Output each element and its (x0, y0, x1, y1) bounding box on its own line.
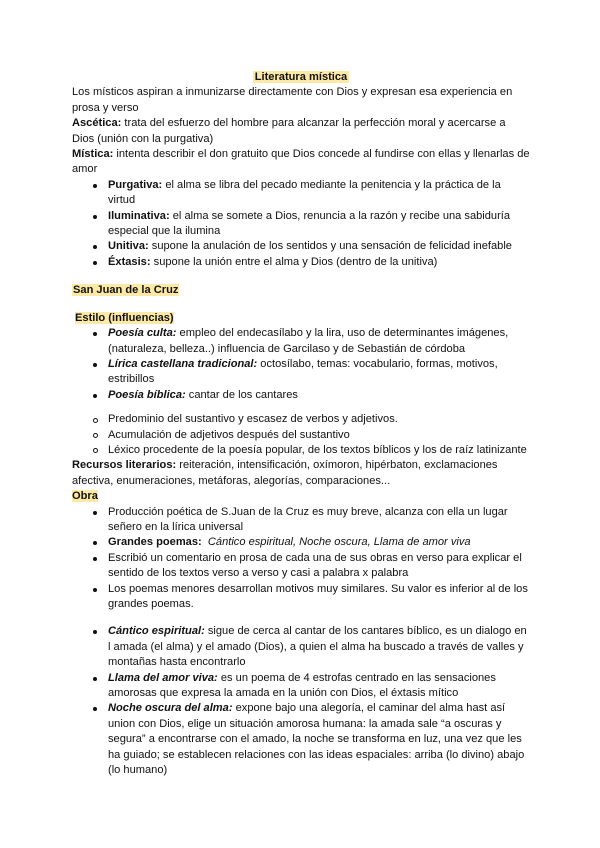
estilo-heading (72, 311, 530, 326)
list-item-term: Grandes poemas: (108, 536, 202, 549)
list-item-term: Purgativa: (108, 178, 163, 191)
list-item-term: Cántico espiritual: (108, 625, 205, 638)
ascetica-term: Ascética: (72, 117, 122, 130)
list-item (108, 535, 530, 550)
list-item-text: octosílabo, temas: vocabulario, formas, motivos, estribillos (108, 357, 498, 386)
list-item-term: Éxtasis: (108, 255, 151, 268)
san-juan-heading-text: San Juan de la Cruz (73, 284, 179, 297)
list-item-term: Unitiva: (108, 240, 149, 253)
list-item-text: supone la unión entre el alma y Dios (dentro de la unitiva) (150, 255, 438, 268)
spacer (72, 403, 530, 412)
list-item (108, 178, 530, 209)
title-highlight: Literatura mística (254, 71, 348, 83)
recursos-text: reiteración, intensificación, oxímoron, hipérbaton, exclamaciones afectiva, enumeraciones, metáforas, alegorías, comparaciones... (72, 459, 498, 487)
vias-list (72, 178, 530, 270)
list-item-text: Producción poética de S.Juan de la Cruz es muy breve, alcanza con ella un lugar señero en la lírica universal (108, 505, 508, 533)
list-item (108, 701, 530, 778)
mistica-term: Mística: (72, 148, 114, 161)
list-item-term: Iluminativa: (108, 209, 170, 222)
list-item-text: Escribió un comentario en prosa de cada una de sus obras en verso para explicar el sentido de los textos verso a verso y casi a palabra x palabra (108, 551, 522, 580)
list-item (108, 209, 530, 240)
list-item-text: empleo del endecasílabo y la lira, uso de determinantes imágenes, (naturaleza, belleza..) influencia de Garcilaso y de Sebastián de córdoba (108, 327, 509, 355)
ascetica-text: trata del esfuerzo del hombre para alcanzar la perfección moral y acercarse a Dios (unión con la purgativa) (72, 117, 506, 145)
document-title (72, 70, 530, 85)
list-item-term: Llama del amor viva: (108, 671, 218, 684)
spacer (72, 612, 530, 624)
rasgos-list (72, 412, 530, 458)
estilo-heading-text: Estilo (influencias) (75, 311, 174, 324)
recursos-paragraph (72, 458, 530, 489)
list-item-text: cantar de los cantares (185, 388, 298, 401)
list-item-text: el alma se libra del pecado mediante la penitencia y la práctica de la virtud (108, 178, 501, 207)
list-item (108, 388, 530, 403)
list-item (108, 671, 530, 702)
mistica-definition (72, 147, 530, 178)
list-item-text: expone bajo una alegoría, el caminar del alma hast así union con Dios, elige un situación amorosa humana: la amada sale “a oscuras y segura” a encontrarse con el amado, la noche se transforma en luz, una vez que les ha guiado; se establecen relaciones con las ideas espaciales: arriba (lo divino) abajo (lo humano) (108, 702, 525, 777)
list-item (108, 582, 530, 613)
list-item-text: Los poemas menores desarrollan motivos muy similares. Su valor es inferior al de los grandes poemas. (108, 582, 528, 610)
list-item (108, 239, 530, 254)
list-item-text: el alma se somete a Dios, renuncia a la razón y recibe una sabiduría especial que la ilumina (108, 209, 511, 238)
intro-paragraph: Los místicos aspiran a inmunizarse directamente con Dios y expresan esa experiencia en prosa y verso (72, 86, 513, 114)
list-item-text: Cántico espiritual, Noche oscura, Llama de amor viva (207, 536, 471, 549)
list-item: Acumulación de adjetivos después del sustantivo (108, 428, 530, 443)
list-item-text: supone la anulación de los sentidos y una sensación de felicidad inefable (148, 240, 512, 253)
influencias-list (72, 326, 530, 403)
obra-heading-text: Obra (72, 490, 98, 503)
list-item-term: Noche oscura del alma: (108, 702, 233, 715)
list-item (108, 326, 530, 357)
list-item (108, 255, 530, 270)
list-item (108, 357, 530, 388)
list-item (108, 505, 530, 536)
list-item-term: Poesía culta: (108, 327, 177, 340)
list-item-text: es un poema de 4 estrofas centrado en las sensaciones amorosas que expresa la amada en la unión con Dios, el éxtasis mítico (108, 671, 496, 700)
list-item (108, 624, 530, 670)
obra-list (72, 505, 530, 613)
ascetica-definition (72, 116, 530, 147)
list-item-term: Poesía bíblica: (108, 388, 186, 401)
list-item: Predominio del sustantivo y escasez de verbos y adjetivos. (108, 412, 530, 427)
san-juan-heading (72, 283, 530, 298)
poemas-list (72, 624, 530, 778)
mistica-text: intenta describir el don gratuito que Dios concede al fundirse con ellas y llenarlas de amor (72, 148, 530, 176)
list-item-text: sigue de cerca al cantar de los cantares bíblico, es un dialogo en l amada (el alma) y el amado (Dios), a quien el alma ha buscado a través de valles y montañas hasta encontrarlo (108, 625, 527, 669)
list-item: Léxico procedente de la poesía popular, de los textos bíblicos y los de raíz latinizante (108, 443, 530, 458)
list-item (108, 551, 530, 582)
obra-heading (72, 489, 530, 504)
list-item-term: Lírica castellana tradicional: (108, 357, 258, 370)
recursos-term: Recursos literarios: (72, 459, 177, 472)
